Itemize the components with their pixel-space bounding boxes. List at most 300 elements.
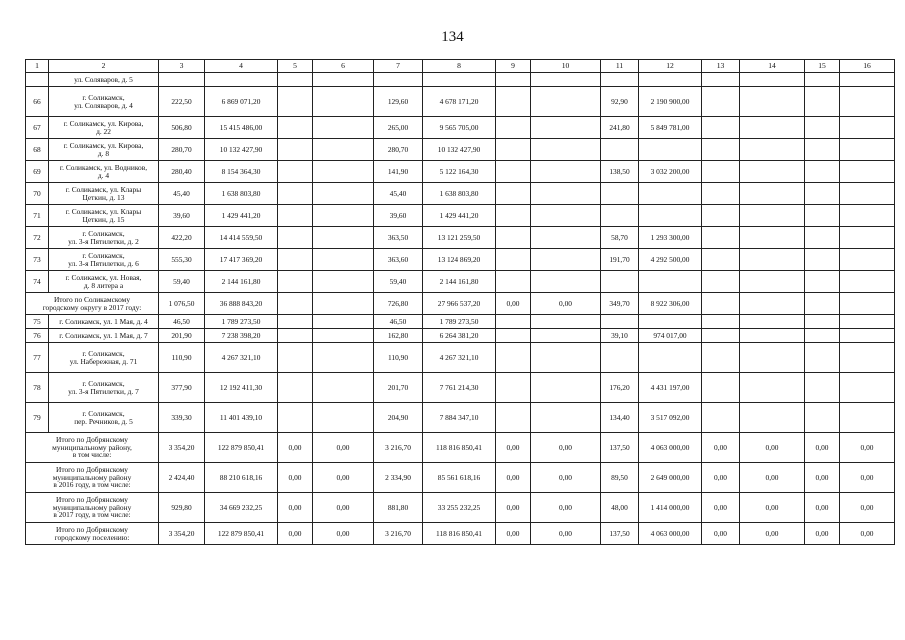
value-cell: 4 292 500,00 <box>639 249 702 271</box>
row-number-cell: 79 <box>26 403 49 433</box>
value-cell: 9 565 705,00 <box>423 117 496 139</box>
value-cell <box>805 227 840 249</box>
value-cell: 138,50 <box>601 161 639 183</box>
value-cell <box>702 271 740 293</box>
value-cell: 58,70 <box>601 227 639 249</box>
value-cell <box>702 161 740 183</box>
value-cell <box>531 271 601 293</box>
column-number: 13 <box>702 60 740 73</box>
value-cell: 39,60 <box>374 205 423 227</box>
value-cell: 0,00 <box>278 463 313 493</box>
value-cell: 4 063 000,00 <box>639 523 702 545</box>
value-cell <box>313 73 374 87</box>
value-cell <box>278 315 313 329</box>
value-cell <box>313 373 374 403</box>
value-cell: 33 255 232,25 <box>423 493 496 523</box>
value-cell <box>531 117 601 139</box>
value-cell: 506,80 <box>159 117 205 139</box>
value-cell: 0,00 <box>805 433 840 463</box>
value-cell: 1 429 441,20 <box>423 205 496 227</box>
value-cell: 110,90 <box>374 343 423 373</box>
value-cell <box>805 249 840 271</box>
value-cell <box>496 87 531 117</box>
value-cell <box>840 293 895 315</box>
value-cell <box>496 183 531 205</box>
value-cell <box>601 205 639 227</box>
value-cell: 363,60 <box>374 249 423 271</box>
total-label-cell: Итого по Добрянскому муниципальному району, в том числе: <box>26 433 159 463</box>
value-cell <box>313 249 374 271</box>
value-cell <box>531 329 601 343</box>
value-cell: 7 761 214,30 <box>423 373 496 403</box>
value-cell: 1 414 000,00 <box>639 493 702 523</box>
value-cell <box>740 183 805 205</box>
value-cell <box>702 117 740 139</box>
table-row <box>26 161 895 183</box>
value-cell <box>601 139 639 161</box>
housing-register-table <box>25 59 895 545</box>
value-cell: 27 966 537,20 <box>423 293 496 315</box>
value-cell <box>496 343 531 373</box>
value-cell: 0,00 <box>702 463 740 493</box>
value-cell <box>702 139 740 161</box>
column-number: 8 <box>423 60 496 73</box>
address-cell: г. Соликамск, ул. Клары Цеткин, д. 15 <box>49 205 159 227</box>
address-cell: г. Соликамск, пер. Речников, д. 5 <box>49 403 159 433</box>
value-cell <box>531 315 601 329</box>
value-cell <box>313 87 374 117</box>
column-number: 16 <box>840 60 895 73</box>
value-cell: 12 192 411,30 <box>205 373 278 403</box>
value-cell <box>313 205 374 227</box>
value-cell: 0,00 <box>496 463 531 493</box>
value-cell <box>496 117 531 139</box>
value-cell: 0,00 <box>496 433 531 463</box>
value-cell: 2 649 000,00 <box>639 463 702 493</box>
value-cell: 0,00 <box>531 523 601 545</box>
value-cell: 0,00 <box>313 433 374 463</box>
value-cell: 0,00 <box>840 493 895 523</box>
total-row <box>26 293 895 315</box>
value-cell <box>278 271 313 293</box>
value-cell: 0,00 <box>805 463 840 493</box>
address-cell: г. Соликамск, ул. Клары Цеткин, д. 13 <box>49 183 159 205</box>
value-cell: 14 414 559,50 <box>205 227 278 249</box>
value-cell: 1 076,50 <box>159 293 205 315</box>
row-number-cell: 68 <box>26 139 49 161</box>
address-cell: г. Соликамск, ул. Новая, д. 8 литера а <box>49 271 159 293</box>
row-number-cell: 66 <box>26 87 49 117</box>
value-cell <box>496 139 531 161</box>
value-cell: 92,90 <box>601 87 639 117</box>
table-row <box>26 403 895 433</box>
table-row <box>26 249 895 271</box>
value-cell: 1 638 803,80 <box>423 183 496 205</box>
value-cell <box>840 227 895 249</box>
value-cell <box>702 205 740 227</box>
value-cell <box>313 343 374 373</box>
value-cell <box>840 403 895 433</box>
value-cell: 0,00 <box>702 493 740 523</box>
value-cell <box>805 293 840 315</box>
value-cell: 974 017,00 <box>639 329 702 343</box>
value-cell: 929,80 <box>159 493 205 523</box>
value-cell: 1 638 803,80 <box>205 183 278 205</box>
value-cell <box>702 403 740 433</box>
column-number: 6 <box>313 60 374 73</box>
value-cell: 0,00 <box>496 293 531 315</box>
row-number-cell: 71 <box>26 205 49 227</box>
table-row <box>26 183 895 205</box>
value-cell <box>805 373 840 403</box>
value-cell <box>740 87 805 117</box>
value-cell: 0,00 <box>740 463 805 493</box>
value-cell: 36 888 843,20 <box>205 293 278 315</box>
value-cell <box>313 161 374 183</box>
value-cell <box>531 73 601 87</box>
value-cell <box>840 73 895 87</box>
value-cell <box>205 73 278 87</box>
table-row <box>26 373 895 403</box>
value-cell <box>702 329 740 343</box>
value-cell: 0,00 <box>805 523 840 545</box>
value-cell <box>278 293 313 315</box>
value-cell <box>531 183 601 205</box>
value-cell <box>805 205 840 227</box>
value-cell <box>531 227 601 249</box>
value-cell <box>740 271 805 293</box>
value-cell <box>805 183 840 205</box>
table-row <box>26 343 895 373</box>
value-cell <box>805 329 840 343</box>
value-cell: 241,80 <box>601 117 639 139</box>
value-cell <box>496 373 531 403</box>
value-cell: 726,80 <box>374 293 423 315</box>
value-cell <box>601 315 639 329</box>
value-cell: 13 121 259,50 <box>423 227 496 249</box>
total-label-cell: Итого по Добрянскому муниципальному району в 2017 году, в том числе: <box>26 493 159 523</box>
value-cell: 3 032 200,00 <box>639 161 702 183</box>
column-number: 4 <box>205 60 278 73</box>
column-number-row <box>26 60 895 73</box>
value-cell <box>313 183 374 205</box>
value-cell: 0,00 <box>840 523 895 545</box>
value-cell: 110,90 <box>159 343 205 373</box>
value-cell: 422,20 <box>159 227 205 249</box>
value-cell <box>639 183 702 205</box>
row-number-cell: 77 <box>26 343 49 373</box>
value-cell <box>496 403 531 433</box>
value-cell: 1 789 273,50 <box>205 315 278 329</box>
address-cell: г. Соликамск, ул. 3-я Пятилетки, д. 7 <box>49 373 159 403</box>
total-row <box>26 523 895 545</box>
value-cell <box>740 373 805 403</box>
value-cell: 0,00 <box>278 523 313 545</box>
value-cell <box>840 329 895 343</box>
value-cell: 0,00 <box>840 433 895 463</box>
row-number-cell: 67 <box>26 117 49 139</box>
value-cell: 5 849 781,00 <box>639 117 702 139</box>
value-cell: 3 354,20 <box>159 523 205 545</box>
value-cell <box>531 403 601 433</box>
value-cell: 46,50 <box>374 315 423 329</box>
value-cell: 3 216,70 <box>374 433 423 463</box>
value-cell <box>639 205 702 227</box>
value-cell <box>601 183 639 205</box>
value-cell: 7 884 347,10 <box>423 403 496 433</box>
value-cell <box>531 161 601 183</box>
column-number: 11 <box>601 60 639 73</box>
column-number: 1 <box>26 60 49 73</box>
value-cell: 0,00 <box>313 523 374 545</box>
value-cell <box>702 87 740 117</box>
value-cell: 4 267 321,10 <box>423 343 496 373</box>
value-cell <box>423 73 496 87</box>
total-label-cell: Итого по Добрянскому муниципальному району в 2016 году, в том числе: <box>26 463 159 493</box>
value-cell: 2 334,90 <box>374 463 423 493</box>
value-cell: 1 789 273,50 <box>423 315 496 329</box>
value-cell: 85 561 618,16 <box>423 463 496 493</box>
value-cell <box>740 73 805 87</box>
value-cell: 3 216,70 <box>374 523 423 545</box>
value-cell: 59,40 <box>159 271 205 293</box>
value-cell: 48,00 <box>601 493 639 523</box>
value-cell <box>278 73 313 87</box>
value-cell <box>313 139 374 161</box>
value-cell <box>740 139 805 161</box>
value-cell: 7 238 398,20 <box>205 329 278 343</box>
value-cell <box>840 315 895 329</box>
value-cell: 0,00 <box>702 433 740 463</box>
value-cell <box>840 373 895 403</box>
value-cell: 59,40 <box>374 271 423 293</box>
value-cell: 13 124 869,20 <box>423 249 496 271</box>
value-cell <box>496 227 531 249</box>
value-cell <box>805 139 840 161</box>
table-row <box>26 329 895 343</box>
value-cell <box>496 249 531 271</box>
total-label-cell: Итого по Добрянскому городскому поселению: <box>26 523 159 545</box>
value-cell: 141,90 <box>374 161 423 183</box>
value-cell: 39,60 <box>159 205 205 227</box>
value-cell: 377,90 <box>159 373 205 403</box>
address-cell: г. Соликамск, ул. 1 Мая, д. 4 <box>49 315 159 329</box>
address-cell: г. Соликамск, ул. Набережная, д. 71 <box>49 343 159 373</box>
value-cell <box>496 329 531 343</box>
value-cell <box>740 343 805 373</box>
row-number-cell: 74 <box>26 271 49 293</box>
value-cell <box>278 117 313 139</box>
value-cell: 118 816 850,41 <box>423 433 496 463</box>
address-cell: г. Соликамск, ул. 3-я Пятилетки, д. 2 <box>49 227 159 249</box>
value-cell <box>496 315 531 329</box>
value-cell: 134,40 <box>601 403 639 433</box>
value-cell <box>805 161 840 183</box>
total-row <box>26 493 895 523</box>
value-cell: 8 154 364,30 <box>205 161 278 183</box>
address-cell: г. Соликамск, ул. 3-я Пятилетки, д. 6 <box>49 249 159 271</box>
value-cell <box>278 183 313 205</box>
value-cell <box>740 205 805 227</box>
table-row <box>26 205 895 227</box>
value-cell: 8 922 306,00 <box>639 293 702 315</box>
value-cell <box>805 73 840 87</box>
value-cell <box>313 271 374 293</box>
column-number: 3 <box>159 60 205 73</box>
value-cell: 0,00 <box>313 493 374 523</box>
value-cell <box>531 343 601 373</box>
value-cell: 5 122 164,30 <box>423 161 496 183</box>
value-cell: 17 417 369,20 <box>205 249 278 271</box>
value-cell: 363,50 <box>374 227 423 249</box>
address-cell: г. Соликамск, ул. Соляваров, д. 4 <box>49 87 159 117</box>
value-cell <box>740 315 805 329</box>
row-number-cell: 69 <box>26 161 49 183</box>
row-number-cell: 70 <box>26 183 49 205</box>
column-number: 10 <box>531 60 601 73</box>
value-cell <box>740 227 805 249</box>
table-row <box>26 87 895 117</box>
value-cell: 11 401 439,10 <box>205 403 278 433</box>
value-cell: 2 424,40 <box>159 463 205 493</box>
value-cell <box>313 293 374 315</box>
value-cell <box>496 73 531 87</box>
value-cell <box>601 73 639 87</box>
value-cell: 137,50 <box>601 523 639 545</box>
value-cell: 0,00 <box>496 523 531 545</box>
value-cell: 39,10 <box>601 329 639 343</box>
value-cell <box>313 117 374 139</box>
value-cell: 6 869 071,20 <box>205 87 278 117</box>
value-cell: 45,40 <box>159 183 205 205</box>
value-cell: 280,70 <box>374 139 423 161</box>
value-cell <box>601 271 639 293</box>
value-cell <box>531 249 601 271</box>
value-cell <box>805 403 840 433</box>
value-cell <box>531 139 601 161</box>
value-cell: 0,00 <box>740 433 805 463</box>
value-cell: 4 063 000,00 <box>639 433 702 463</box>
value-cell <box>639 343 702 373</box>
value-cell: 122 879 850,41 <box>205 433 278 463</box>
value-cell <box>702 249 740 271</box>
column-number: 2 <box>49 60 159 73</box>
row-number-cell: 72 <box>26 227 49 249</box>
value-cell <box>278 87 313 117</box>
value-cell: 3 517 092,00 <box>639 403 702 433</box>
value-cell: 201,90 <box>159 329 205 343</box>
value-cell <box>840 271 895 293</box>
value-cell: 555,30 <box>159 249 205 271</box>
value-cell: 0,00 <box>531 493 601 523</box>
value-cell: 0,00 <box>740 523 805 545</box>
value-cell: 222,50 <box>159 87 205 117</box>
value-cell <box>740 249 805 271</box>
value-cell: 4 678 171,20 <box>423 87 496 117</box>
value-cell: 204,90 <box>374 403 423 433</box>
value-cell: 881,80 <box>374 493 423 523</box>
value-cell <box>840 343 895 373</box>
value-cell: 122 879 850,41 <box>205 523 278 545</box>
value-cell <box>278 227 313 249</box>
value-cell <box>313 403 374 433</box>
value-cell <box>496 205 531 227</box>
column-number: 5 <box>278 60 313 73</box>
value-cell <box>531 373 601 403</box>
value-cell: 280,40 <box>159 161 205 183</box>
value-cell: 0,00 <box>740 493 805 523</box>
value-cell: 265,00 <box>374 117 423 139</box>
value-cell: 191,70 <box>601 249 639 271</box>
row-number-cell <box>26 73 49 87</box>
value-cell: 6 264 381,20 <box>423 329 496 343</box>
column-number: 9 <box>496 60 531 73</box>
value-cell: 0,00 <box>278 493 313 523</box>
value-cell <box>278 343 313 373</box>
value-cell: 4 431 197,00 <box>639 373 702 403</box>
column-number: 14 <box>740 60 805 73</box>
value-cell: 0,00 <box>531 433 601 463</box>
value-cell <box>278 161 313 183</box>
value-cell <box>159 73 205 87</box>
value-cell <box>601 343 639 373</box>
value-cell: 2 144 161,80 <box>205 271 278 293</box>
value-cell <box>639 315 702 329</box>
value-cell <box>313 315 374 329</box>
value-cell <box>702 315 740 329</box>
value-cell: 137,50 <box>601 433 639 463</box>
address-cell: г. Соликамск, ул. Водников, д. 4 <box>49 161 159 183</box>
value-cell: 2 144 161,80 <box>423 271 496 293</box>
value-cell: 89,50 <box>601 463 639 493</box>
value-cell: 46,50 <box>159 315 205 329</box>
table-row <box>26 315 895 329</box>
value-cell <box>702 227 740 249</box>
value-cell: 10 132 427,90 <box>423 139 496 161</box>
value-cell <box>840 117 895 139</box>
value-cell <box>278 403 313 433</box>
register-body <box>26 60 895 545</box>
value-cell <box>531 87 601 117</box>
value-cell <box>805 117 840 139</box>
address-cell: г. Соликамск, ул. Кирова, д. 8 <box>49 139 159 161</box>
value-cell: 1 429 441,20 <box>205 205 278 227</box>
table-row <box>26 227 895 249</box>
column-number: 7 <box>374 60 423 73</box>
value-cell <box>639 139 702 161</box>
value-cell: 1 293 300,00 <box>639 227 702 249</box>
value-cell <box>805 343 840 373</box>
value-cell <box>840 161 895 183</box>
value-cell: 0,00 <box>496 493 531 523</box>
value-cell <box>313 227 374 249</box>
value-cell <box>840 87 895 117</box>
value-cell <box>278 205 313 227</box>
value-cell <box>278 249 313 271</box>
row-number-cell: 78 <box>26 373 49 403</box>
value-cell <box>805 87 840 117</box>
value-cell <box>496 271 531 293</box>
row-number-cell: 75 <box>26 315 49 329</box>
value-cell: 201,70 <box>374 373 423 403</box>
value-cell <box>702 343 740 373</box>
value-cell <box>740 403 805 433</box>
value-cell: 0,00 <box>805 493 840 523</box>
value-cell: 34 669 232,25 <box>205 493 278 523</box>
table-row <box>26 271 895 293</box>
value-cell: 162,80 <box>374 329 423 343</box>
value-cell: 2 190 900,00 <box>639 87 702 117</box>
